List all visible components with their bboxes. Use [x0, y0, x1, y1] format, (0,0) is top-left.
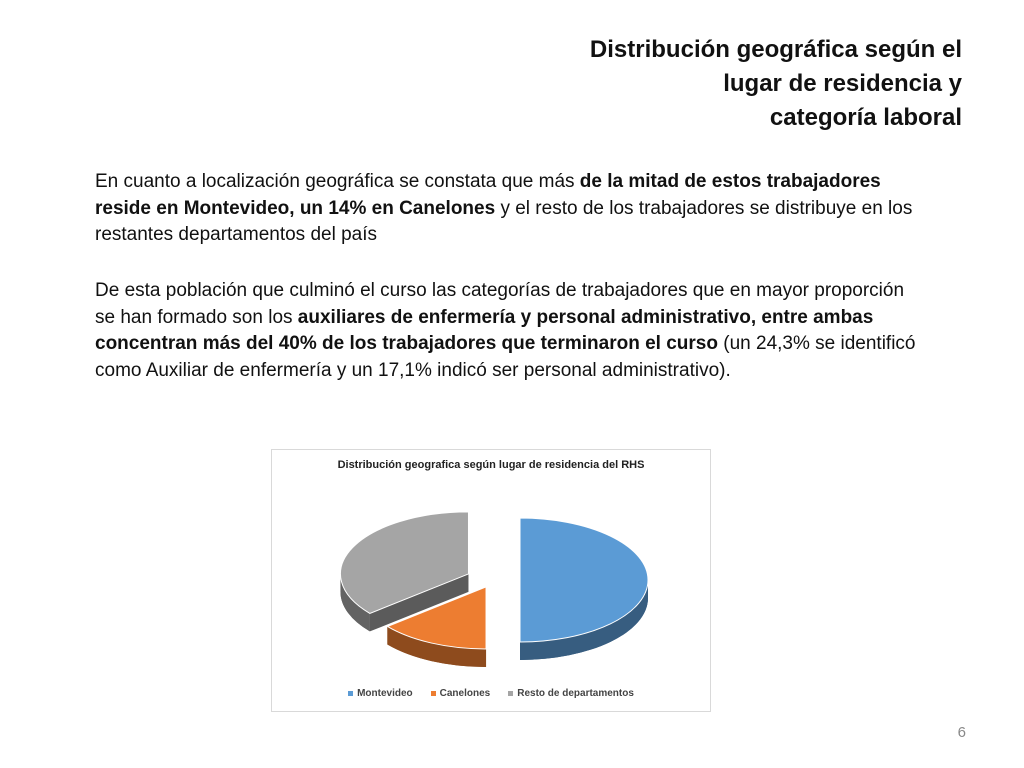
- paragraph-categories-part-2: auxiliares de enfermería y personal administrativo, entre ambas concentran más del 40% de los trabajadores que terminaron el curso: [95, 306, 874, 354]
- legend-item-resto-de-departamentos: [508, 688, 634, 699]
- legend-label: Montevideo: [357, 688, 413, 699]
- legend-label: Canelones: [439, 688, 491, 699]
- chart-legend: [272, 688, 710, 699]
- slide-title-line-1: Distribución geográfica según el: [589, 36, 962, 63]
- slide-title-line-3: categoría laboral: [769, 104, 962, 131]
- paragraph-categories-part-1: De esta población que culminó el curso las categorías de trabajadores que en mayor proporción se han formado son los: [95, 280, 905, 328]
- slide-title: [502, 33, 962, 135]
- paragraph-categories-part-3: (un 24,3% se identificó como Auxiliar de enfermería y un 17,1% indicó ser personal administrativo).: [95, 333, 916, 381]
- legend-item-canelones: [431, 688, 491, 699]
- legend-swatch: [431, 691, 436, 696]
- chart-title: Distribución geografica según lugar de residencia del RHS: [337, 459, 645, 471]
- slide-title-line-2: lugar de residencia y: [723, 70, 962, 97]
- paragraph-geography-part-1: En cuanto a localización geográfica se constata que más: [95, 171, 580, 192]
- legend-label: Resto de departamentos: [517, 688, 634, 699]
- paragraph-geography-part-2: de la mitad de estos trabajadores reside en Montevideo, un 14% en Canelones: [95, 171, 881, 219]
- legend-item-montevideo: [348, 688, 413, 699]
- pie-chart-canvas: [272, 450, 712, 713]
- paragraph-categories: [95, 278, 925, 384]
- legend-swatch: [508, 691, 513, 696]
- pie-slice-montevideo: [520, 518, 648, 660]
- paragraph-geography-part-3: y el resto de los trabajadores se distribuye en los restantes departamentos del país: [95, 197, 913, 245]
- paragraph-geography: [95, 169, 925, 249]
- pie-chart: [271, 449, 711, 712]
- page-number: 6: [957, 724, 966, 741]
- legend-swatch: [348, 691, 353, 696]
